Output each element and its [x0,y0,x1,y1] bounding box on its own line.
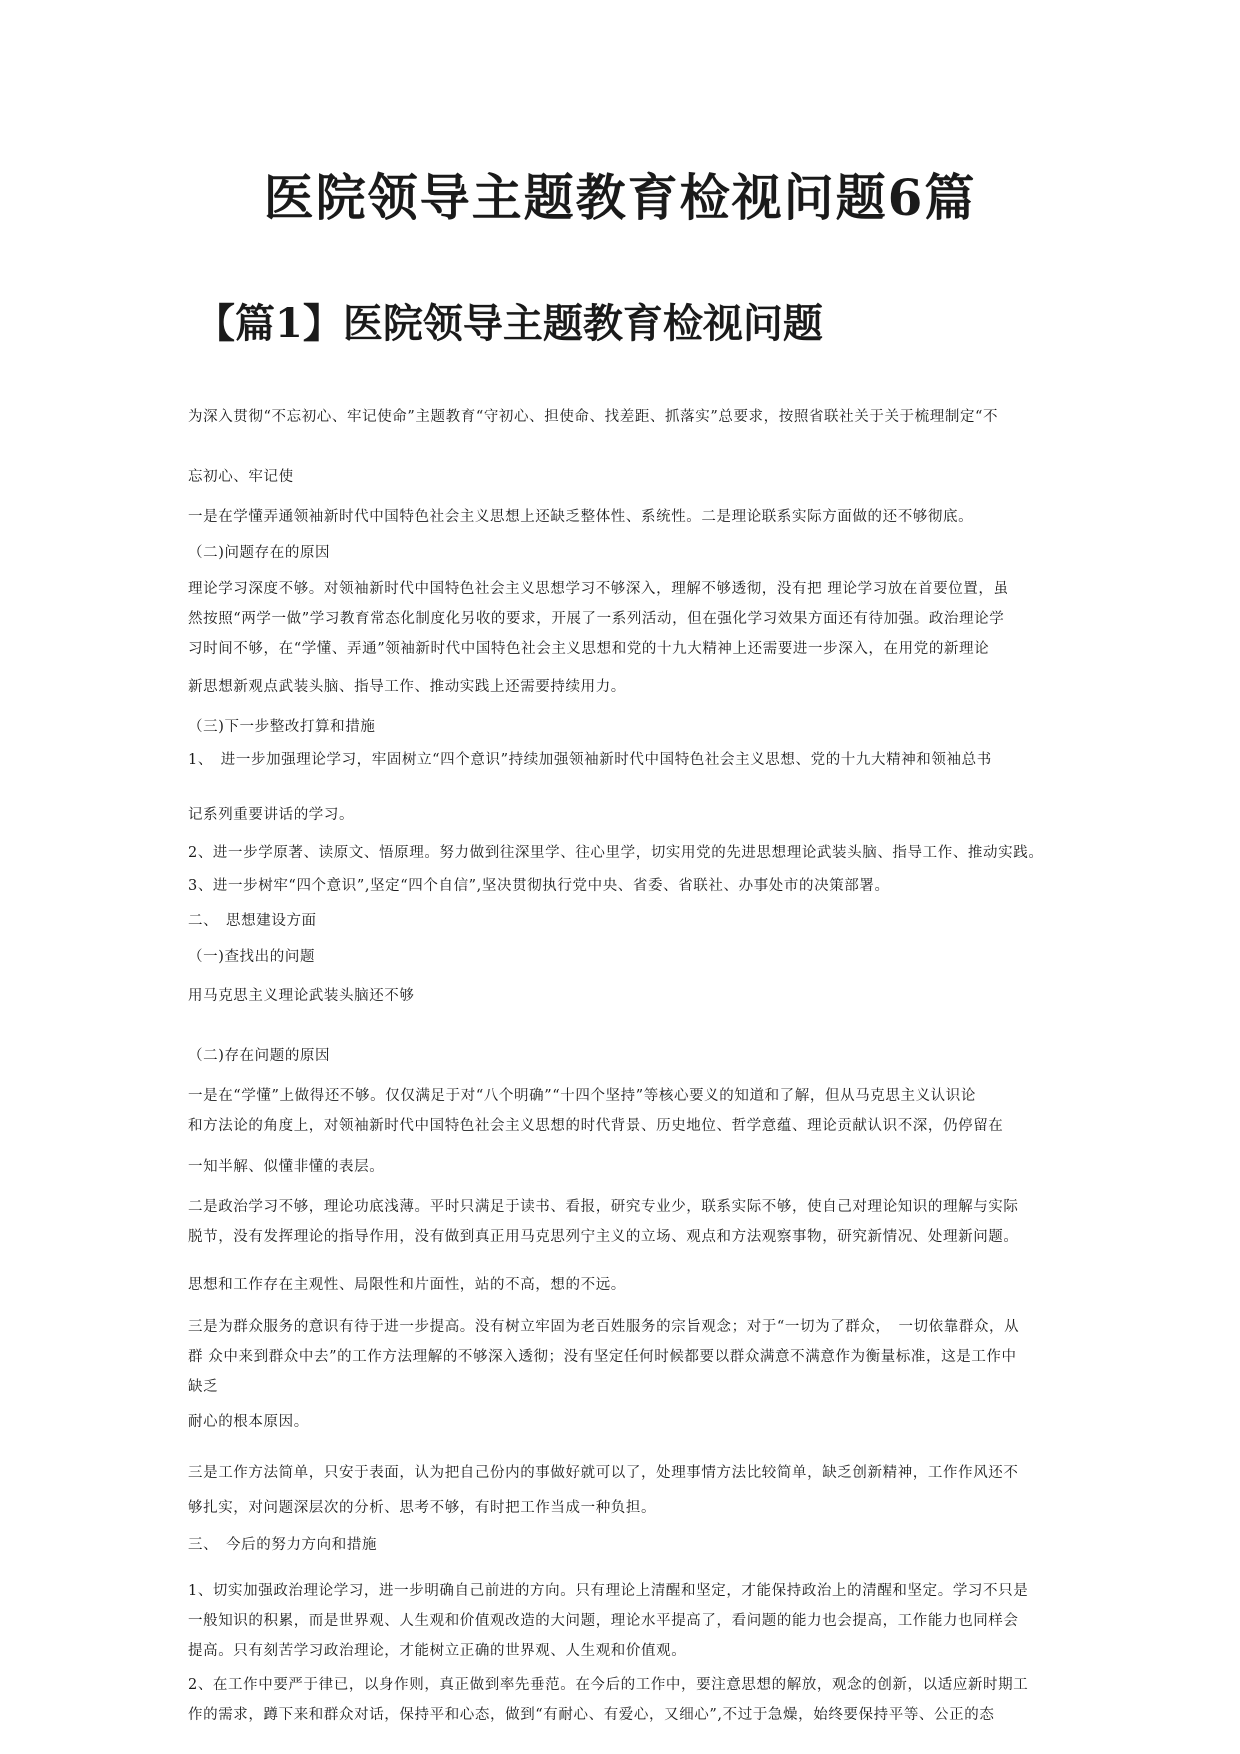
text-line: 脱节，没有发挥理论的指导作用，没有做到真正用马克思列宁主义的立场、观点和方法观察事物，研究新情况、处理新问题。 [188,1229,1019,1245]
paragraph [188,538,1056,568]
paragraph [188,502,1056,532]
paragraph [188,402,1056,432]
text-line: 作的需求，蹲下来和群众对话，保持平和心态，做到“有耐心、有爱心，又细心”,不过于急燥，始终要保持平等、公正的态 [188,1707,995,1723]
text-line: 1、 进一步加强理论学习，牢固树立“四个意识”持续加强领袖新时代中国特色社会主义思想、党的十九大精神和领袖总书 [188,752,992,768]
paragraph [188,1407,1056,1437]
paragraph [188,1270,1056,1300]
text-line: 耐心的根本原因。 [188,1414,309,1430]
paragraph [188,838,1056,868]
paragraph [188,800,1056,830]
text-line: 三是工作方法简单，只安于表面，认为把自己份内的事做好就可以了，处理事情方法比较简单，缺乏创新精神，工作作风还不 [188,1465,1019,1481]
paragraph [188,1041,1056,1071]
paragraph [188,1152,1056,1182]
text-line: 和方法论的角度上，对领袖新时代中国特色社会主义思想的时代背景、历史地位、哲学意蕴、理论贡献认识不深，仍停留在 [188,1118,1004,1134]
text-line: 二、 思想建设方面 [188,913,317,929]
paragraph [188,1458,1056,1488]
paragraph [188,1576,1056,1666]
text-line: 1、切实加强政治理论学习，进一步明确自己前进的方向。只有理论上清醒和坚定，才能保持政治上的清醒和坚定。学习不只是 [188,1583,1029,1599]
text-line: 为深入贯彻“不忘初心、牢记使命”主题教育“守初心、担使命、找差距、抓落实”总要求，按照省联社关于关于梳理制定“不 [188,409,999,425]
paragraph [188,1312,1056,1402]
paragraph [188,906,1056,936]
text-line: （二)存在问题的原因 [188,1048,331,1064]
text-line: 2、在工作中要严于律已，以身作则，真正做到率先垂范。在今后的工作中，要注意思想的解放，观念的创新，以适应新时期工 [188,1677,1029,1693]
text-line: 一是在“学懂”上做得还不够。仅仅满足于对“八个明确”“十四个坚持”等核心要义的知道和了解，但从马克思主义认识论 [188,1088,976,1104]
text-line: 群 众中来到群众中去”的工作方法理解的不够深入透彻；没有坚定任何时候都要以群众满意不满意作为衡量标准，这是工作中 [188,1349,1017,1365]
paragraph [188,1081,1056,1141]
paragraph [188,1670,1056,1730]
paragraph [188,712,1056,742]
section-title: 【篇1】医院领导主题教育检视问题 [195,300,823,347]
paragraph [188,574,1056,664]
text-line: 记系列重要讲话的学习。 [188,807,355,823]
document-title: 医院领导主题教育检视问题6篇 [263,168,977,227]
paragraph [188,1192,1056,1252]
text-line: 三、 今后的努力方向和措施 [188,1537,378,1553]
text-line: 理论学习深度不够。对领袖新时代中国特色社会主义思想学习不够深入，理解不够透彻，没有把 理论学习放在首要位置，虽 [188,581,1009,597]
text-line: （一)查找出的问题 [188,949,316,965]
text-line: 3、进一步树牢“四个意识”,坚定“四个自信”,坚决贯彻执行党中央、省委、省联社、办事处市的决策部署。 [188,878,890,894]
paragraph [188,1530,1056,1560]
text-line: 2、进一步学原著、读原文、悟原理。努力做到往深里学、往心里学，切实用党的先进思想理论武装头脑、指导工作、推动实践。 [188,845,1044,861]
text-line: 一是在学懂弄通领袖新时代中国特色社会主义思想上还缺乏整体性、系统性。二是理论联系实际方面做的还不够彻底。 [188,509,974,525]
text-line: 忘初心、牢记使 [188,469,294,485]
paragraph [188,1493,1056,1523]
text-line: 缺乏 [188,1379,219,1395]
text-line: 思想和工作存在主观性、局限性和片面性，站的不高，想的不远。 [188,1277,626,1293]
text-line: 一知半解、似懂非懂的表层。 [188,1159,385,1175]
text-line: 三是为群众服务的意识有待于进一步提高。没有树立牢固为老百姓服务的宗旨观念；对于“一切为了群众， 一切依靠群众，从 [188,1319,1020,1335]
text-line: 用马克思主义理论武装头脑还不够 [188,988,415,1004]
paragraph [188,871,1056,901]
paragraph [188,745,1056,775]
paragraph [188,462,1056,492]
paragraph [188,672,1056,702]
text-line: （二)问题存在的原因 [188,545,331,561]
text-line: （三)下一步整改打算和措施 [188,719,376,735]
paragraph [188,942,1056,972]
paragraph [188,981,1056,1011]
text-line: 二是政治学习不够，理论功底浅薄。平时只满足于读书、看报，研究专业少，联系实际不够，使自己对理论知识的理解与实际 [188,1199,1019,1215]
text-line: 够扎实，对问题深层次的分析、思考不够，有时把工作当成一种负担。 [188,1500,657,1516]
text-line: 新思想新观点武装头脑、指导工作、推动实践上还需要持续用力。 [188,679,626,695]
text-line: 提高。只有刻苦学习政治理论，才能树立正确的世界观、人生观和价值观。 [188,1643,687,1659]
text-line: 然按照“两学一做”学习教育常态化制度化另收的要求，开展了一系列活动，但在强化学习效果方面还有待加强。政治理论学 [188,611,1005,627]
text-line: 一般知识的积累，而是世界观、人生观和价值观改造的大问题，理论水平提高了，看问题的能力也会提高，工作能力也同样会 [188,1613,1019,1629]
text-line: 习时间不够，在“学懂、弄通”领袖新时代中国特色社会主义思想和党的十九大精神上还需要进一步深入，在用党的新理论 [188,641,990,657]
